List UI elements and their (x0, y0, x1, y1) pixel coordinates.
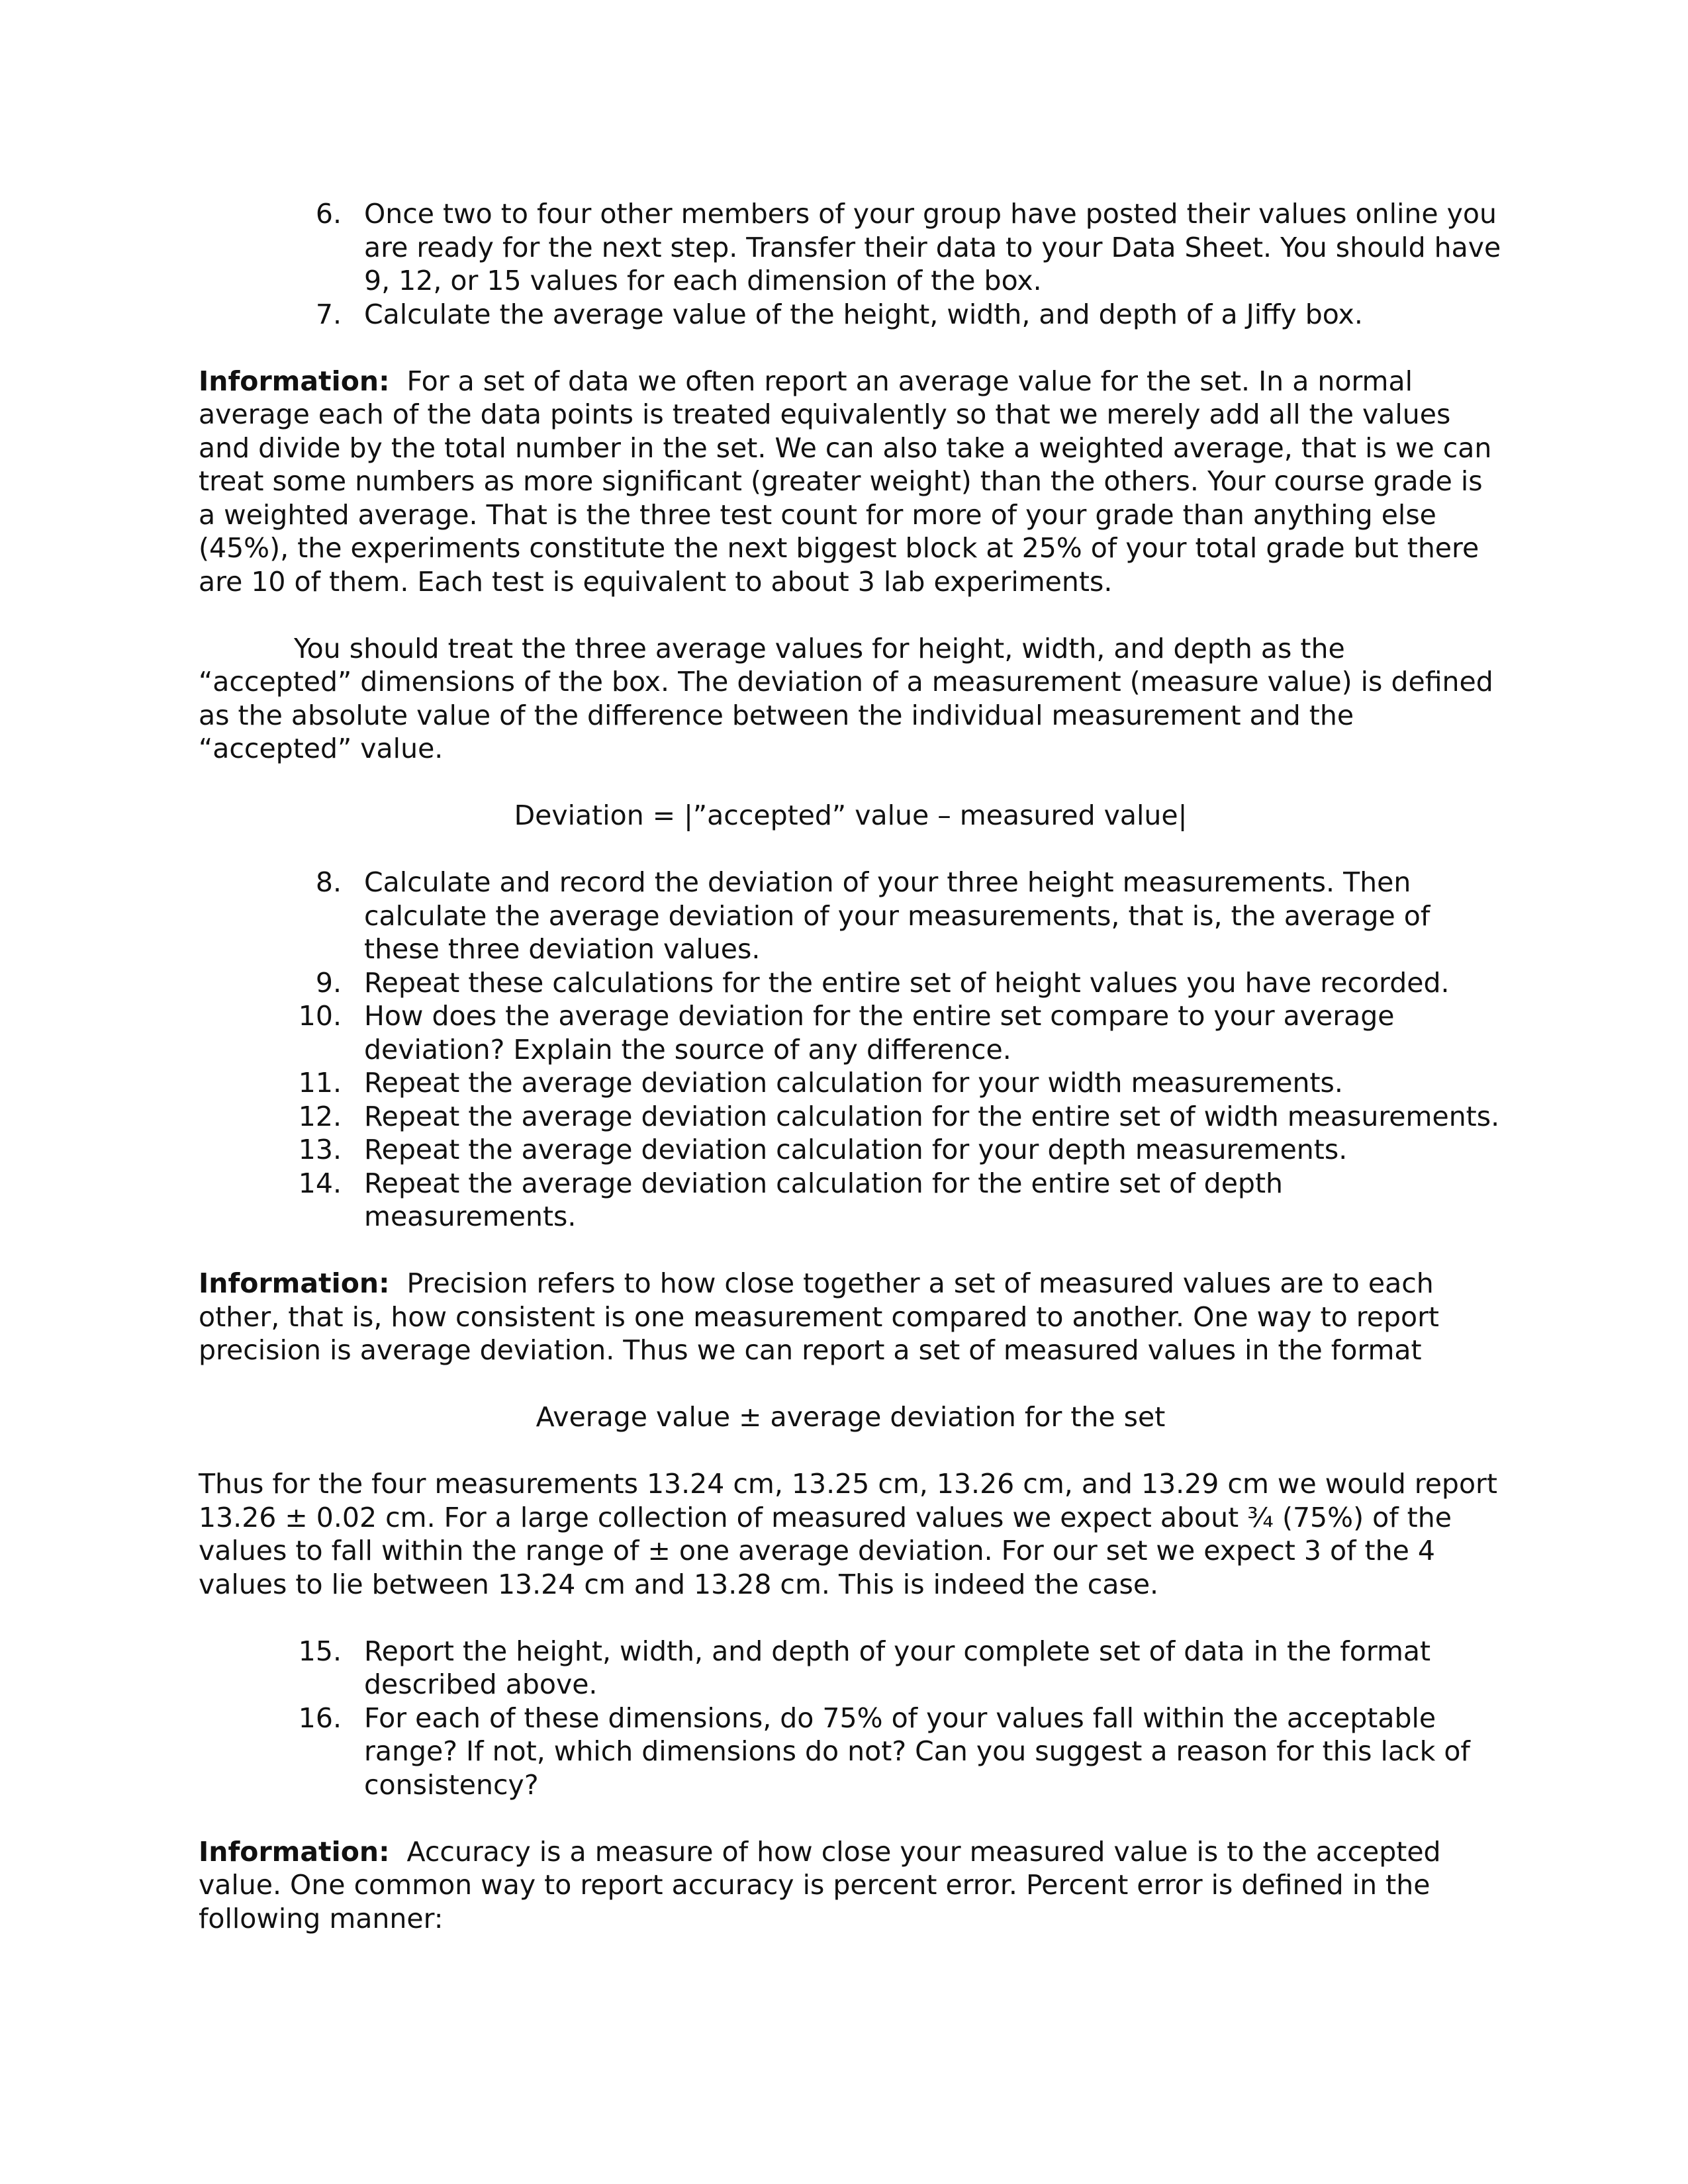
information-paragraph (199, 1835, 1503, 1936)
item-number: 12. (298, 1100, 342, 1132)
item-text: Repeat the average deviation calculation for your depth measurements. (364, 1134, 1348, 1165)
average-format-formula: Average value ± average deviation for the set (536, 1401, 1166, 1433)
list-item (291, 1635, 1503, 1702)
information-label: Information: (199, 365, 390, 397)
item-number: 15. (298, 1635, 342, 1667)
item-number: 9. (315, 966, 342, 999)
list-item (291, 1133, 1503, 1167)
steps-list-a (291, 197, 1503, 331)
information-text: Precision refers to how close together a set of measured values are to each other, that is, how consistent is one measurement compared to another. One way to report precision is average deviation. Thus we can report a set of measured values in the format (199, 1267, 1440, 1366)
information-paragraph (199, 365, 1503, 599)
item-text: Repeat the average deviation calculation for the entire set of depth measurements. (364, 1167, 1284, 1232)
item-number: 13. (298, 1134, 342, 1165)
document-page (199, 197, 1503, 1935)
information-paragraph (199, 1267, 1503, 1367)
information-label: Information: (199, 1835, 390, 1868)
list-item (291, 999, 1503, 1066)
list-item (291, 1702, 1503, 1802)
item-text: Repeat the average deviation calculation for your width measurements. (364, 1067, 1343, 1099)
information-text: Accuracy is a measure of how close your measured value is to the accepted value. One common way to report accuracy is percent error. Percent error is defined in the following manner: (199, 1835, 1441, 1934)
information-label: Information: (199, 1267, 390, 1299)
accepted-paragraph: You should treat the three average values for height, width, and depth as the “accepted” dimensions of the box. The deviation of a measurement (measure value) is defined as the absolute value of the difference between the individual measurement and the “accepted” value. (199, 632, 1493, 764)
item-text: How does the average deviation for the entire set compare to your average deviation? Explain the source of any difference. (364, 1000, 1395, 1066)
deviation-formula: Deviation = |”accepted” value – measured value| (514, 799, 1188, 831)
list-item (291, 298, 1503, 332)
item-text: Repeat the average deviation calculation for the entire set of width measurements. (364, 1100, 1500, 1132)
item-text: Calculate and record the deviation of your three height measurements. Then calculate the average deviation of your measurements, that is, the average of these three deviation values. (364, 866, 1430, 965)
item-text: Report the height, width, and depth of your complete set of data in the format described above. (364, 1635, 1431, 1700)
list-item (291, 1167, 1503, 1234)
item-number: 10. (298, 1000, 342, 1032)
list-item (291, 866, 1503, 966)
example-paragraph: Thus for the four measurements 13.24 cm, 13.25 cm, 13.26 cm, and 13.29 cm we would report 13.26 ± 0.02 cm. For a large collection of measured values we expect about ¾ (75%) of the values to fall within the range of ± one average deviation. For our set we expect 3 of the 4 values to lie between 13.24 cm and 13.28 cm. This is indeed the case. (199, 1468, 1497, 1600)
item-text: Repeat these calculations for the entire set of height values you have recorded. (364, 966, 1450, 999)
item-number: 16. (298, 1702, 342, 1734)
item-number: 11. (298, 1067, 342, 1099)
item-number: 7. (315, 298, 342, 330)
item-number: 8. (315, 866, 342, 898)
list-item (291, 966, 1503, 1000)
item-text: Calculate the average value of the height, width, and depth of a Jiffy box. (364, 298, 1363, 330)
steps-list-b (291, 866, 1503, 1234)
list-item (291, 197, 1503, 298)
list-item (291, 1066, 1503, 1100)
item-text: For each of these dimensions, do 75% of your values fall within the acceptable range? If not, which dimensions do not? Can you suggest a reason for this lack of consistency? (364, 1702, 1470, 1801)
item-number: 6. (315, 198, 342, 230)
item-text: Once two to four other members of your group have posted their values online you are ready for the next step. Transfer their data to your Data Sheet. You should have 9, 12, or 15 values for each dimension of the box. (364, 198, 1501, 296)
information-text: For a set of data we often report an average value for the set. In a normal average each of the data points is treated equivalently so that we merely add all the values and divide by the total number in the set. We can also take a weighted average, that is we can treat some numbers as more significant (greater weight) than the others. Your course grade is a weighted average. That is the three test count for more of your grade than anything else (45%), the experiments constitute the next biggest block at 25% of your total grade but there are 10 of them. Each test is equivalent to about 3 lab experiments. (199, 365, 1492, 598)
item-number: 14. (298, 1167, 342, 1199)
list-item (291, 1100, 1503, 1134)
steps-list-c (291, 1635, 1503, 1802)
